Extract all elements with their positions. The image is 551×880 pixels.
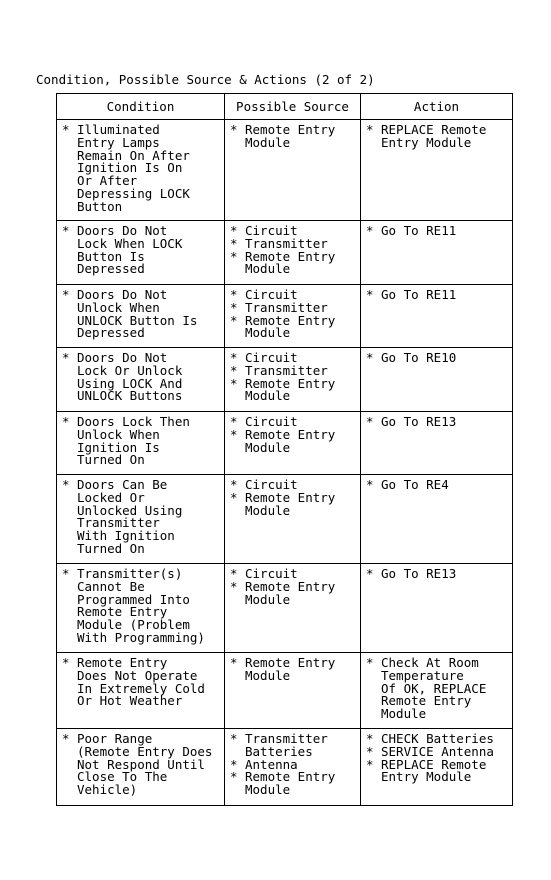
source-text: Remote Entry Module [245, 489, 336, 518]
action-cell [361, 475, 513, 564]
table-row [57, 653, 513, 729]
source-header: Possible Source [225, 94, 361, 120]
bullet-star: * [366, 743, 374, 759]
condition-item [62, 416, 224, 467]
source-item [230, 771, 360, 797]
source-text: Remote Entry Module [245, 426, 336, 455]
table-row [57, 348, 513, 412]
action-item [366, 756, 512, 785]
source-cell [225, 475, 361, 564]
action-text: Go To RE4 [381, 477, 449, 492]
source-item [230, 733, 360, 759]
bullet-star: * [366, 731, 374, 746]
condition-text: Doors Can Be Locked Or Unlocked Using Transmitter With Ignition Turned On [77, 477, 183, 556]
condition-cell [57, 412, 225, 475]
condition-item [62, 352, 224, 403]
action-cell [361, 348, 513, 412]
source-text: Remote Entry Module [245, 375, 336, 404]
action-cell [361, 564, 513, 653]
source-text: Remote Entry Module [245, 578, 336, 607]
action-cell [361, 120, 513, 221]
condition-text: Doors Do Not Lock When LOCK Button Is Depressed [77, 223, 183, 277]
source-text: Remote Entry Module [245, 312, 336, 341]
condition-cell [57, 285, 225, 348]
bullet-star: * [230, 350, 238, 365]
table-row [57, 475, 513, 564]
source-text: Transmitter [245, 299, 328, 315]
condition-cell [57, 120, 225, 221]
source-cell [225, 729, 361, 806]
bullet-star: * [230, 426, 238, 442]
action-cell [361, 285, 513, 348]
bullet-star: * [230, 477, 238, 492]
action-item [366, 657, 512, 721]
action-text: REPLACE Remote Entry Module [381, 756, 487, 785]
condition-cell [57, 564, 225, 653]
condition-table [56, 93, 513, 806]
source-text: Circuit [245, 477, 298, 492]
source-text: Transmitter Batteries [245, 731, 328, 759]
action-text: Go To RE10 [381, 350, 457, 365]
condition-text: Transmitter(s) Cannot Be Programmed Into Remote Entry Module (Problem With Programming) [77, 566, 205, 645]
bullet-star: * [230, 769, 238, 785]
bullet-star: * [230, 756, 238, 772]
condition-header: Condition [57, 94, 225, 120]
source-text: Circuit [245, 350, 298, 365]
action-text: REPLACE Remote Entry Module [381, 122, 487, 150]
bullet-star: * [230, 578, 238, 594]
bullet-star: * [366, 350, 374, 365]
source-cell [225, 221, 361, 285]
bullet-star: * [230, 287, 238, 302]
bullet-star: * [62, 287, 70, 302]
table-row [57, 221, 513, 285]
action-cell [361, 412, 513, 475]
condition-text: Doors Do Not Unlock When UNLOCK Button Is Depressed [77, 287, 198, 341]
table-header-row [57, 94, 513, 120]
bullet-star: * [230, 731, 238, 746]
source-item [230, 124, 360, 150]
action-item [366, 225, 512, 238]
bullet-star: * [230, 122, 238, 137]
bullet-star: * [230, 312, 238, 328]
condition-item [62, 733, 224, 797]
source-cell [225, 564, 361, 653]
bullet-star: * [366, 414, 374, 429]
source-cell [225, 412, 361, 475]
source-item [230, 248, 360, 277]
source-item [230, 426, 360, 455]
source-item [230, 657, 360, 683]
bullet-star: * [62, 731, 70, 746]
condition-cell [57, 348, 225, 412]
bullet-star: * [62, 655, 70, 670]
source-item [230, 489, 360, 518]
condition-item [62, 225, 224, 276]
bullet-star: * [366, 655, 374, 670]
bullet-star: * [62, 350, 70, 365]
bullet-star: * [230, 414, 238, 429]
action-item [366, 352, 512, 365]
table-row [57, 729, 513, 806]
action-item [366, 289, 512, 302]
bullet-star: * [366, 223, 374, 238]
condition-text: Doors Do Not Lock Or Unlock Using LOCK And UNLOCK Buttons [77, 350, 183, 404]
action-text: Check At Room Temperature Of OK, REPLACE Remote Entry Module [381, 655, 487, 721]
action-item [366, 479, 512, 492]
source-text: Circuit [245, 223, 298, 238]
condition-item [62, 289, 224, 340]
source-text: Circuit [245, 287, 298, 302]
source-text: Remote Entry Module [245, 769, 336, 797]
source-text: Remote Entry Module [245, 122, 336, 150]
bullet-star: * [62, 477, 70, 492]
bullet-star: * [230, 489, 238, 505]
action-text: Go To RE11 [381, 223, 457, 238]
action-text: Go To RE11 [381, 287, 457, 302]
bullet-star: * [230, 655, 238, 670]
condition-item [62, 568, 224, 645]
table-row [57, 285, 513, 348]
action-text: SERVICE Antenna [381, 743, 494, 759]
condition-cell [57, 475, 225, 564]
source-text: Remote Entry Module [245, 248, 336, 277]
source-text: Circuit [245, 414, 298, 429]
source-text: Remote Entry Module [245, 655, 336, 683]
source-text: Transmitter [245, 362, 328, 378]
source-text: Transmitter [245, 235, 328, 251]
source-text: Circuit [245, 566, 298, 581]
bullet-star: * [230, 566, 238, 581]
source-item [230, 375, 360, 404]
source-item [230, 312, 360, 341]
action-item [366, 416, 512, 429]
action-item [366, 124, 512, 150]
action-text: Go To RE13 [381, 414, 457, 429]
action-item [366, 568, 512, 581]
bullet-star: * [366, 122, 374, 137]
bullet-star: * [62, 223, 70, 238]
table-row [57, 412, 513, 475]
bullet-star: * [62, 566, 70, 581]
table-row [57, 120, 513, 221]
source-text: Antenna [245, 756, 298, 772]
bullet-star: * [62, 414, 70, 429]
bullet-star: * [230, 223, 238, 238]
bullet-star: * [230, 299, 238, 315]
bullet-star: * [366, 566, 374, 581]
action-cell [361, 653, 513, 729]
action-text: Go To RE13 [381, 566, 457, 581]
source-cell [225, 653, 361, 729]
condition-text: Doors Lock Then Unlock When Ignition Is Turned On [77, 414, 190, 468]
table-row [57, 564, 513, 653]
bullet-star: * [230, 362, 238, 378]
bullet-star: * [62, 122, 70, 137]
action-cell [361, 729, 513, 806]
bullet-star: * [230, 375, 238, 391]
bullet-star: * [230, 248, 238, 264]
bullet-star: * [366, 477, 374, 492]
bullet-star: * [366, 756, 374, 772]
condition-cell [57, 653, 225, 729]
condition-item [62, 479, 224, 556]
source-item [230, 578, 360, 607]
source-cell [225, 348, 361, 412]
action-header: Action [361, 94, 513, 120]
condition-text: Poor Range (Remote Entry Does Not Respond Until Close To The Vehicle) [77, 731, 213, 797]
source-cell [225, 120, 361, 221]
bullet-star: * [230, 235, 238, 251]
condition-cell [57, 729, 225, 806]
condition-item [62, 124, 224, 213]
condition-text: Remote Entry Does Not Operate In Extremely Cold Or Hot Weather [77, 655, 205, 709]
action-text: CHECK Batteries [381, 731, 494, 746]
bullet-star: * [366, 287, 374, 302]
condition-text: Illuminated Entry Lamps Remain On After Ignition Is On Or After Depressing LOCK Button [77, 122, 190, 214]
page-title: Condition, Possible Source & Actions (2 of 2) [36, 72, 375, 87]
source-cell [225, 285, 361, 348]
action-cell [361, 221, 513, 285]
condition-cell [57, 221, 225, 285]
condition-item [62, 657, 224, 708]
